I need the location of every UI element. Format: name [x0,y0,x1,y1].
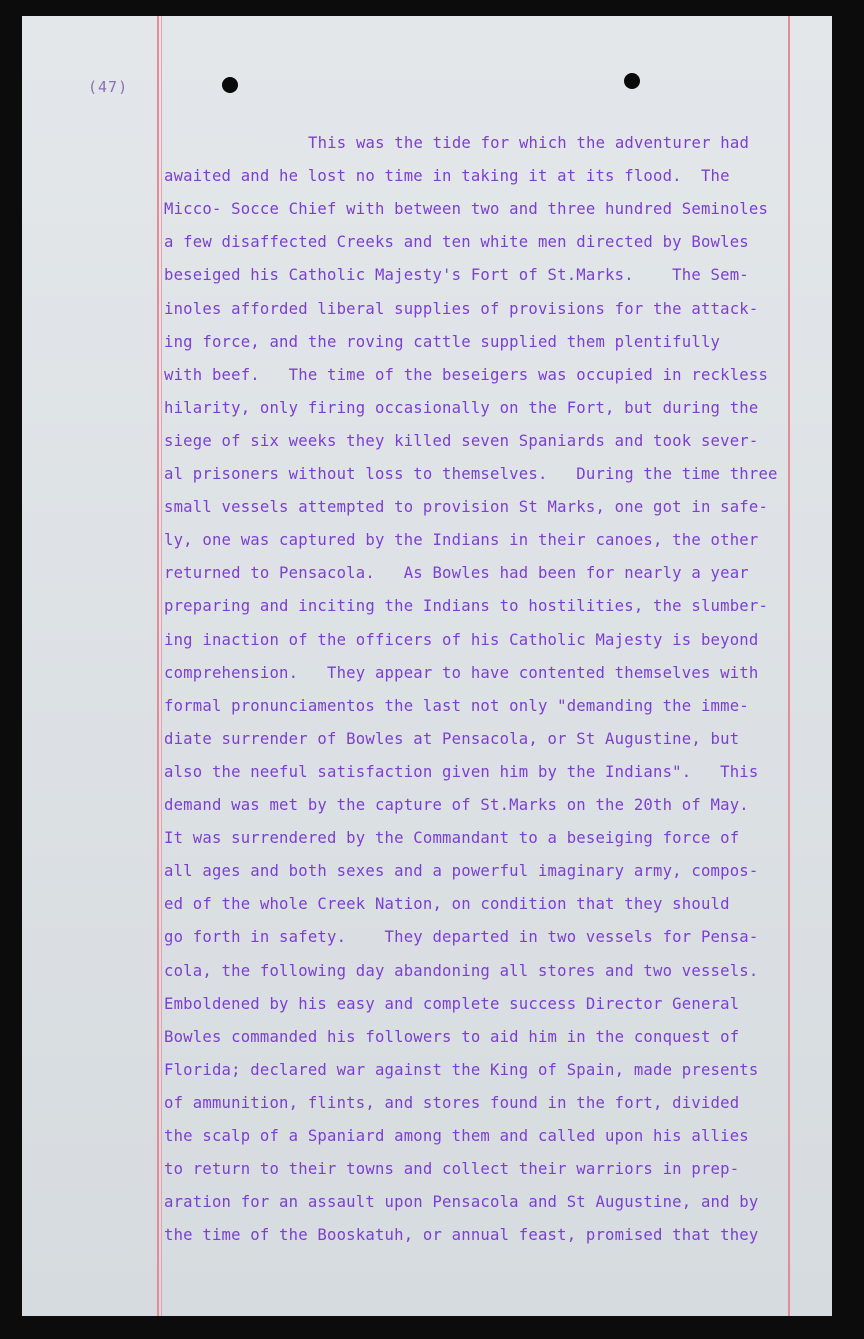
text-line: Bowles commanded his followers to aid him in the conquest of [164,1027,740,1046]
text-line: ing force, and the roving cattle supplied them plentifully [164,332,721,351]
right-margin-rule [788,16,790,1316]
text-line: It was surrendered by the Commandant to a beseiging force of [164,829,740,848]
text-line: ing inaction of the officers of his Catholic Majesty is beyond [164,630,759,649]
text-line: diate surrender of Bowles at Pensacola, or St Augustine, but [164,729,740,748]
text-line: hilarity, only firing occasionally on the Fort, but during the [164,398,759,417]
punch-hole-left [222,77,238,93]
page-number: (47) [88,78,129,96]
text-line: ly, one was captured by the Indians in their canoes, the other [164,531,759,550]
text-line: ed of the whole Creek Nation, on condition that they should [164,895,730,914]
text-line: also the neeful satisfaction given him by the Indians". This [164,762,759,781]
text-line: all ages and both sexes and a powerful imaginary army, compos- [164,862,759,881]
text-line: small vessels attempted to provision St Marks, one got in safe- [164,498,769,517]
text-line: Emboldened by his easy and complete success Director General [164,994,740,1013]
text-line: the scalp of a Spaniard among them and called upon his allies [164,1127,749,1145]
text-line: of ammunition, flints, and stores found in the fort, divided [164,1093,740,1112]
text-line: with beef. The time of the beseigers was occupied in reckless [164,365,769,384]
text-line: formal pronunciamentos the last not only "demanding the imme- [164,696,749,715]
left-margin-rule [157,16,159,1316]
document-page [22,16,832,1316]
text-line: to return to their towns and collect their warriors in prep- [164,1160,740,1179]
punch-hole-right [624,73,640,89]
text-line: beseiged his Catholic Majesty's Fort of St.Marks. The Sem- [164,266,749,285]
text-line: returned to Pensacola. As Bowles had been for nearly a year [164,564,749,583]
left-margin-rule-inner [161,16,162,1316]
text-line: comprehension. They appear to have contented themselves with [164,663,759,682]
text-line: aration for an assault upon Pensacola and St Augustine, and by [164,1193,759,1212]
text-line: awaited and he lost no time in taking it at its flood. The [164,167,730,186]
text-line: Micco- Socce Chief with between two and three hundred Seminoles [164,200,769,219]
text-line: the time of the Booskatuh, or annual feast, promised that they [164,1226,759,1245]
text-line: cola, the following day abandoning all stores and two vessels. [164,961,759,980]
text-line: preparing and inciting the Indians to hostilities, the slumber- [164,597,769,616]
text-line: al prisoners without loss to themselves. During the time three [164,465,778,483]
text-line: siege of six weeks they killed seven Spaniards and took sever- [164,431,759,450]
text-line: a few disaffected Creeks and ten white men directed by Bowles [164,233,749,252]
text-line: inoles afforded liberal supplies of provisions for the attack- [164,299,759,318]
text-line: This was the tide for which the adventurer had [308,134,750,152]
text-line: go forth in safety. They departed in two vessels for Pensa- [164,928,759,947]
text-line: Florida; declared war against the King of Spain, made presents [164,1060,759,1079]
text-line: demand was met by the capture of St.Marks on the 20th of May. [164,796,749,814]
